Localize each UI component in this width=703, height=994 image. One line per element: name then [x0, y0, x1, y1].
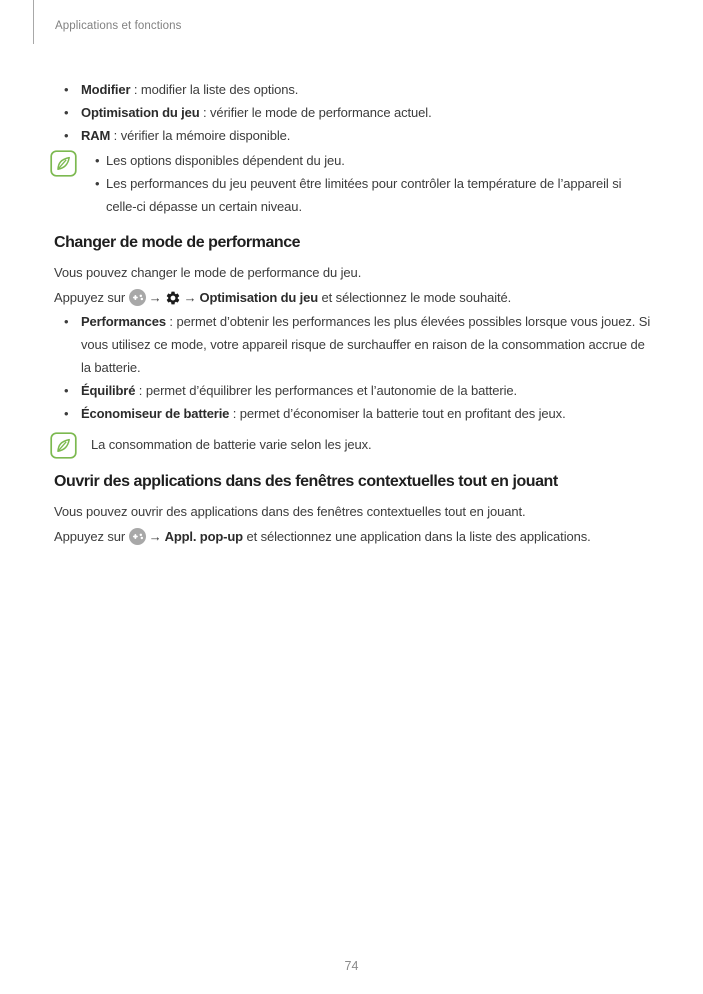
- option-desc: : modifier la liste des options.: [130, 82, 299, 97]
- list-item: [54, 101, 651, 124]
- options-list: [54, 78, 651, 147]
- mode-term: Économiseur de batterie: [81, 406, 230, 421]
- bullet-marker: •: [64, 383, 69, 398]
- game-launcher-icon: [129, 528, 146, 545]
- section-title-performance: Changer de mode de performance: [54, 234, 301, 251]
- instruction-target: Appl. pop-up: [164, 529, 243, 544]
- list-item-text: [81, 310, 651, 379]
- bullet-marker: •: [64, 314, 69, 329]
- mode-desc: : permet d’obtenir les performances les plus élevées possibles lorsque vous jouez. Si vous utilisez ce mode, votre appareil risque de surchauffer en raison de la consommation accrue de la batterie.: [81, 314, 651, 375]
- option-term: RAM: [81, 128, 111, 143]
- list-item-text: [81, 379, 651, 402]
- note-block: [54, 431, 651, 459]
- list-item: [54, 124, 651, 147]
- list-item: [91, 149, 651, 172]
- note-list: [91, 149, 651, 218]
- settings-gear-icon: [165, 290, 181, 306]
- list-item: [54, 310, 651, 379]
- running-header: Applications et fonctions: [55, 20, 182, 32]
- list-item-text: [81, 78, 651, 101]
- page-number: 74: [344, 959, 359, 973]
- note-pen-icon: [50, 432, 77, 459]
- note-pen-icon: [50, 150, 77, 177]
- instruction-target: Optimisation du jeu: [199, 290, 318, 305]
- list-item: [54, 379, 651, 402]
- option-term: Optimisation du jeu: [81, 105, 200, 120]
- mode-desc: : permet d’économiser la batterie tout en profitant des jeux.: [229, 406, 566, 421]
- section-intro: Vous pouvez ouvrir des applications dans des fenêtres contextuelles tout en jouant.: [54, 504, 526, 519]
- arrow-glyph: →: [148, 529, 162, 544]
- note-content: [91, 149, 651, 218]
- bullet-marker: •: [95, 153, 100, 168]
- list-item-text: [81, 402, 651, 425]
- performance-modes-list: [54, 310, 651, 425]
- note-item-text: Les performances du jeu peuvent être limitées pour contrôler la température de l’appareil si celle-ci dépasse un certain niveau.: [106, 176, 622, 214]
- list-item: [91, 172, 651, 218]
- list-item: [54, 402, 651, 425]
- arrow-glyph: →: [148, 290, 162, 305]
- section-title-popup-apps: Ouvrir des applications dans des fenêtres contextuelles tout en jouant: [54, 473, 558, 490]
- instruction-suffix: et sélectionnez une application dans la liste des applications.: [246, 529, 591, 544]
- section-intro: Vous pouvez changer le mode de performance du jeu.: [54, 265, 362, 280]
- bullet-marker: •: [64, 128, 69, 143]
- instruction-line: [54, 525, 651, 549]
- instruction-suffix: et sélectionnez le mode souhaité.: [321, 290, 512, 305]
- option-desc: : vérifier le mode de performance actuel.: [199, 105, 432, 120]
- mode-desc: : permet d’équilibrer les performances et l’autonomie de la batterie.: [135, 383, 518, 398]
- bullet-marker: •: [95, 176, 100, 191]
- instruction-line: [54, 286, 651, 310]
- list-item-text: [81, 124, 651, 147]
- note-block: [54, 149, 651, 218]
- arrow-glyph: →: [183, 290, 197, 305]
- instruction-prefix: Appuyez sur: [54, 529, 126, 544]
- option-term: Modifier: [81, 82, 131, 97]
- game-launcher-icon: [129, 289, 146, 306]
- bullet-marker: •: [64, 82, 69, 97]
- option-desc: : vérifier la mémoire disponible.: [110, 128, 291, 143]
- mode-term: Équilibré: [81, 383, 136, 398]
- bullet-marker: •: [64, 406, 69, 421]
- bullet-marker: •: [64, 105, 69, 120]
- list-item: [54, 78, 651, 101]
- instruction-prefix: Appuyez sur: [54, 290, 126, 305]
- mode-term: Performances: [81, 314, 166, 329]
- note-content: La consommation de batterie varie selon les jeux.: [91, 437, 372, 452]
- header-rule: [33, 0, 34, 44]
- page-content: [54, 78, 651, 549]
- list-item-text: [81, 101, 651, 124]
- note-item-text: Les options disponibles dépendent du jeu.: [106, 153, 345, 168]
